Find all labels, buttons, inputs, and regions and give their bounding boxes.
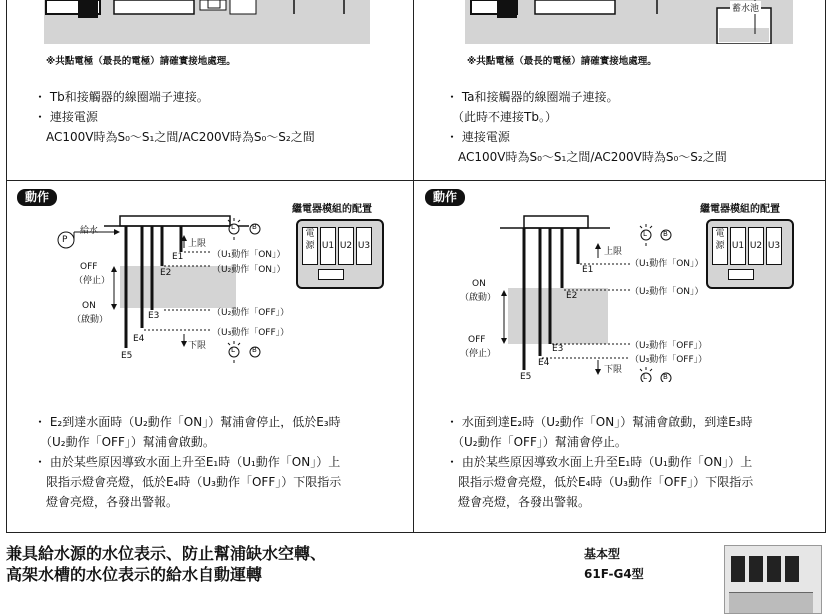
right-lamp-upper-l: L <box>643 230 647 238</box>
left-instruction-line: ・ Tb和接觸器的線圈端子連接。 <box>34 90 209 104</box>
left-off-sub: （停止） <box>74 276 111 286</box>
right-operation-line: ・ 水面到達E₂時（U₂動作「ON」）幫浦會啟動，到達E₃時 <box>446 415 753 429</box>
right-e4-label: E4 <box>538 358 550 368</box>
product-photo <box>724 545 822 614</box>
left-on-sub: （啟動） <box>72 315 109 325</box>
right-e3-label: E3 <box>552 344 564 354</box>
left-operation-line: ・ E₂到達水面時（U₂動作「ON」）幫浦會停止，低於E₃時 <box>34 415 341 429</box>
left-wiring-illustration <box>44 0 370 44</box>
right-instruction-line: AC100V時為S₀～S₁之間/AC200V時為S₀～S₂之間 <box>446 150 727 164</box>
right-off-label: OFF <box>468 335 486 345</box>
left-wiring-instructions <box>34 87 315 147</box>
right-operation-line: 限指示燈會亮燈，低於E₄時（U₃動作「OFF」）下限指示 <box>446 475 754 489</box>
right-operation-description <box>446 412 753 512</box>
section-divider <box>6 180 825 181</box>
left-operation-line: ・ 由於某些原因導致水面上升至E₁時（U₁動作「ON」）上 <box>34 455 341 469</box>
right-lamp-lower-b: B <box>663 373 668 381</box>
basic-type-label: 基本型 <box>584 547 621 561</box>
relay-source-slot: 電源 <box>712 227 728 265</box>
left-state-u2-on: （U₂動作「ON」） <box>212 265 286 275</box>
right-on-label: ON <box>472 279 486 289</box>
right-state-u1-on: （U₁動作「ON」） <box>630 259 704 269</box>
relay-u1-slot: U1 <box>320 227 336 265</box>
supply-label: 給水 <box>80 226 99 236</box>
right-instruction-line: （此時不連接Tb。） <box>446 110 557 124</box>
right-lower-label: 下限 <box>604 365 623 375</box>
left-ground-note: ※共點電極（最長的電極）請確實接地處理。 <box>46 56 236 67</box>
left-state-u1-on: （U₁動作「ON」） <box>212 250 286 260</box>
left-lamp-upper-l: L <box>231 223 235 231</box>
left-state-u2-off: （U₂動作「OFF」） <box>212 308 290 318</box>
relay-u1-slot: U1 <box>730 227 746 265</box>
left-e5-label: E5 <box>121 351 133 361</box>
left-operation-description <box>34 412 341 512</box>
right-state-u3-off: （U₃動作「OFF」） <box>630 355 708 365</box>
relay-u3-slot: U3 <box>766 227 782 265</box>
electrode-holder <box>120 216 230 226</box>
left-instruction-line: ・ 連接電源 <box>34 110 98 124</box>
right-state-u2-on: （U₂動作「ON」） <box>630 287 704 297</box>
right-upper-label: 上限 <box>604 247 623 257</box>
left-lamp-lower-l: L <box>231 346 235 354</box>
left-relay-title: 繼電器模組的配置 <box>292 204 372 215</box>
left-wiring-lines <box>44 0 370 44</box>
model-name: 61F-G4型 <box>584 567 644 581</box>
left-off-label: OFF <box>80 262 98 272</box>
right-state-u2-off: （U₂動作「OFF」） <box>630 341 708 351</box>
left-lamp-lower-b: B <box>252 346 257 354</box>
left-instruction-line: AC100V時為S₀～S₁之間/AC200V時為S₀～S₂之間 <box>34 130 315 144</box>
section-title-line2: 高架水槽的水位表示的給水自動運轉 <box>6 565 263 584</box>
relay-u2-slot: U2 <box>338 227 354 265</box>
right-relay-module <box>706 219 794 289</box>
left-on-label: ON <box>82 301 96 311</box>
left-state-u3-off: （U₃動作「OFF」） <box>212 328 290 338</box>
left-operation-line: 限指示燈會亮燈，低於E₄時（U₃動作「OFF」）下限指示 <box>34 475 342 489</box>
left-lamp-upper-b: B <box>252 223 257 231</box>
relay-u3-slot: U3 <box>356 227 372 265</box>
right-operation-line: ・ 由於某些原因導致水面上升至E₁時（U₁動作「ON」）上 <box>446 455 753 469</box>
right-lamp-upper-b: B <box>663 230 668 238</box>
relay-u2-slot: U2 <box>748 227 764 265</box>
left-operation-line: 燈會亮燈，各發出警報。 <box>34 495 179 509</box>
left-operation-line: （U₂動作「OFF」）幫浦會啟動。 <box>34 435 215 449</box>
electrode-holder <box>524 216 588 228</box>
right-on-sub: （啟動） <box>460 293 497 303</box>
right-ground-note: ※共點電極（最長的電極）請確實接地處理。 <box>467 56 657 67</box>
right-action-badge: 動作 <box>425 189 465 206</box>
relay-source-slot: 電源 <box>302 227 318 265</box>
left-lower-label: 下限 <box>188 341 207 351</box>
right-instruction-line: ・ 連接電源 <box>446 130 510 144</box>
tank-label: 蓄水池 <box>730 1 761 14</box>
left-e4-label: E4 <box>133 334 145 344</box>
right-lamp-lower-l: L <box>643 373 647 381</box>
left-upper-label: 上限 <box>188 239 207 249</box>
right-wiring-instructions <box>446 87 727 167</box>
column-divider <box>413 0 414 533</box>
right-operation-line: 燈會亮燈，各發出警報。 <box>446 495 591 509</box>
left-relay-module <box>296 219 384 289</box>
right-relay-title: 繼電器模組的配置 <box>700 204 780 215</box>
right-off-sub: （停止） <box>460 349 497 359</box>
pump-label: P <box>62 235 68 245</box>
right-e2-label: E2 <box>566 291 578 301</box>
left-action-badge: 動作 <box>17 189 57 206</box>
relay-terminal <box>318 269 344 280</box>
right-instruction-line: ・ Ta和接觸器的線圈端子連接。 <box>446 90 619 104</box>
left-e1-label: E1 <box>172 252 184 262</box>
right-e5-label: E5 <box>520 372 532 382</box>
section-title-line1: 兼具給水源的水位表示、防止幫浦缺水空轉、 <box>6 544 327 563</box>
left-e2-label: E2 <box>160 268 172 278</box>
right-e1-label: E1 <box>582 265 594 275</box>
left-e3-label: E3 <box>148 311 160 321</box>
right-operation-line: （U₂動作「OFF」）幫浦會停止。 <box>446 435 627 449</box>
relay-terminal <box>728 269 754 280</box>
section-title <box>6 543 326 585</box>
